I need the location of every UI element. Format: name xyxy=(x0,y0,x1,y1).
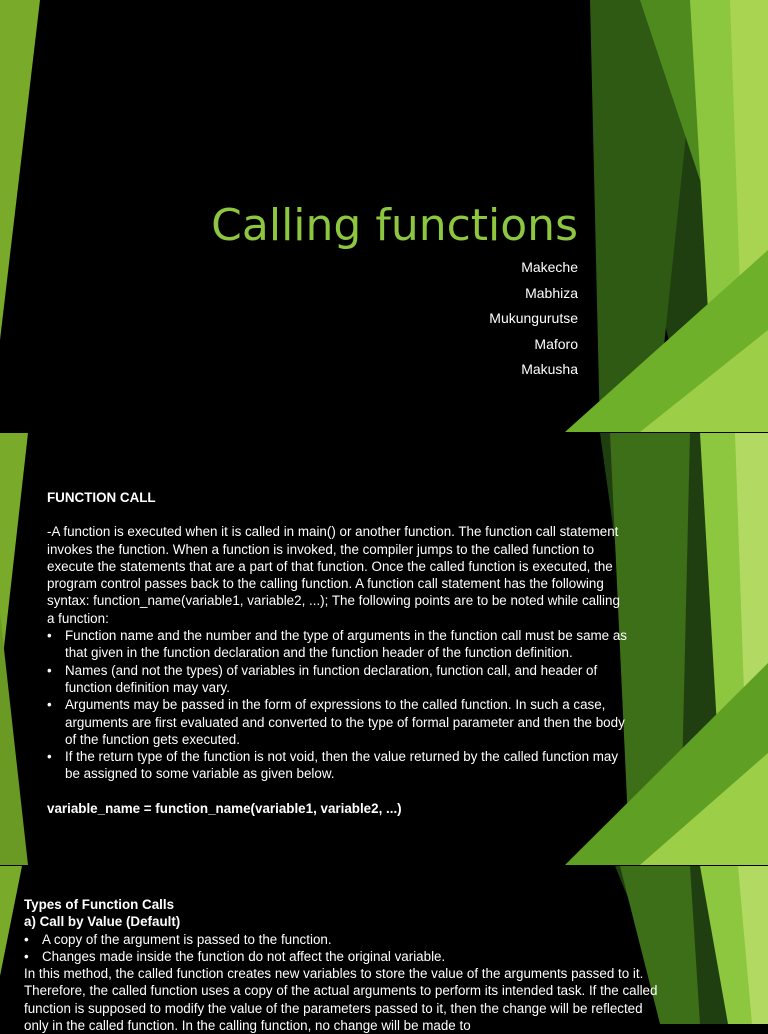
author-name: Mukungurutse xyxy=(489,310,578,326)
section-heading: FUNCTION CALL xyxy=(47,490,156,505)
author-name: Maforo xyxy=(534,335,578,352)
section-heading: Types of Function Calls xyxy=(24,897,175,912)
subheading: a) Call by Value (Default) xyxy=(24,914,181,930)
function-call-content xyxy=(47,489,627,817)
list-item: • A copy of the argument is passed to the function. xyxy=(24,931,332,947)
body-paragraph: In this method, the called function creates new variables to store the value of the arguments passed to it. Therefore, the called function uses a copy of the actual arguments to perform its intended task. If the called function is supposed to modify the value of the parameters passed to it, then the change will be reflected only in the called function. In the calling function, no change will be made to xyxy=(24,966,658,1034)
bullet-list xyxy=(24,931,664,966)
slide-function-call xyxy=(0,433,768,865)
slide-title-text: Calling functions xyxy=(211,200,578,251)
author-name: Mabhiza xyxy=(525,284,578,301)
author-name: Makeche xyxy=(521,259,578,275)
bullet-list xyxy=(47,627,627,783)
list-item: • Arguments may be passed in the form of expressions to the called function. In such a case, arguments are first evaluated and converted to the type of formal parameter and then the body of the function gets executed. xyxy=(47,697,625,747)
list-item: • Names (and not the types) of variables in function declaration, function call, and header of function definition may vary. xyxy=(47,662,598,695)
list-item: • Function name and the number and the type of arguments in the function call must be same as that given in the function declaration and the function header of the function definition. xyxy=(47,628,627,661)
body-paragraph: -A function is executed when it is called in main() or another function. The function call statement invokes the function. When a function is invoked, the compiler jumps to the called function to execute the statements that are a part of that function. Once the called function is executed, the program control passes back to the calling function. A function call statement has the following syntax: function_name(variable1, variable2, ...); The following points are to be noted while calling a function: xyxy=(47,524,620,626)
author-name: Makusha xyxy=(521,361,578,377)
slide-types-of-calls xyxy=(0,866,768,1034)
code-example: variable_name = function_name(variable1, variable2, ...) xyxy=(47,800,402,816)
list-item: • If the return type of the function is not void, then the value returned by the called function may be assigned to some variable as given below. xyxy=(47,749,619,782)
slide-title xyxy=(0,0,768,432)
types-content xyxy=(24,896,664,1034)
list-item: • Changes made inside the function do not affect the original variable. xyxy=(24,948,446,964)
author-list xyxy=(489,256,578,384)
